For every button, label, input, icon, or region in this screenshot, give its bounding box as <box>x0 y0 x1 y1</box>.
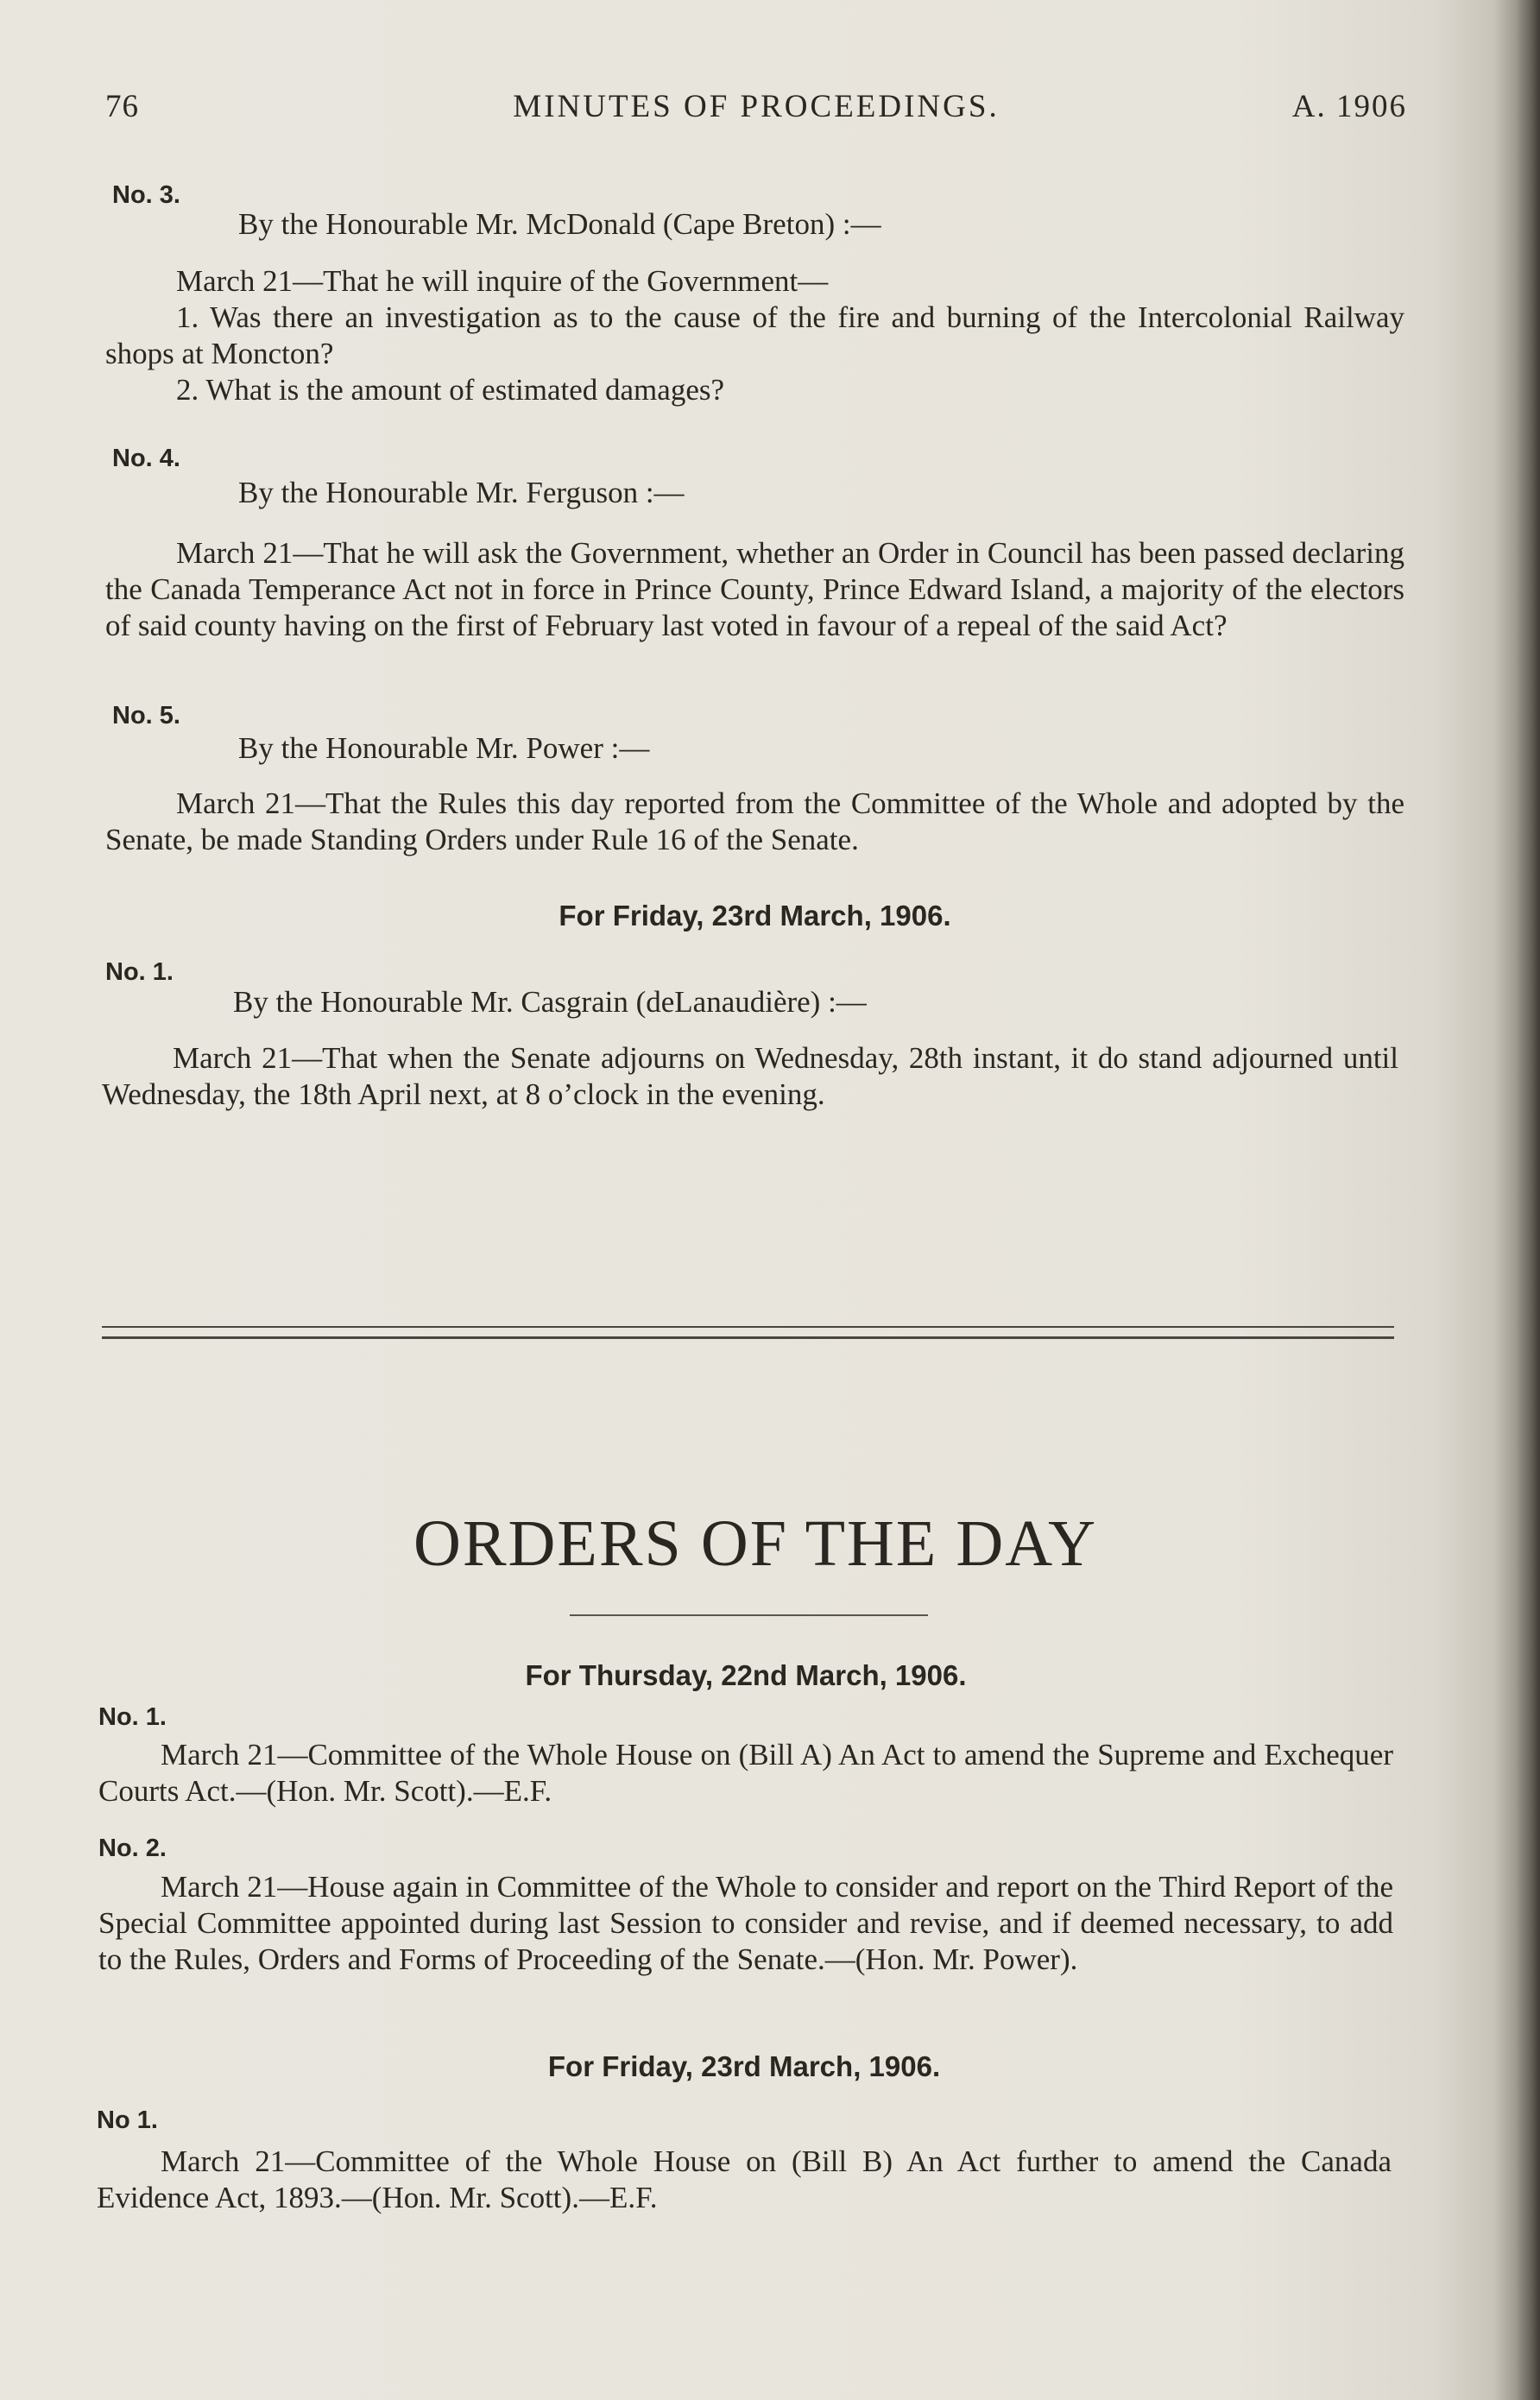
notice-mover: By the Honourable Mr. McDonald (Cape Breton) :— <box>238 207 881 241</box>
order-text: March 21—Committee of the Whole House on (Bill B) An Act further to amend the Canada Evidence Act, 1893.—(Hon. Mr. Scott).—E.F. <box>97 2144 1392 2214</box>
friday-notices-heading: For Friday, 23rd March, 1906. <box>559 900 951 932</box>
notice-line: March 21—That he will inquire of the Government— <box>176 264 829 298</box>
notice-number: No. 4. <box>112 445 180 472</box>
notice-mover: By the Honourable Mr. Ferguson :— <box>238 476 685 509</box>
orders-of-the-day-title: ORDERS OF THE DAY <box>413 1507 1098 1580</box>
notice-line: March 21—That he will ask the Government, whether an Order in Council has been passed declaring the Canada Temperance Act not in force in Prince County, Prince Edward Island, a majority of the electors of said county having on the first of February last voted in favour of a repeal of the said Act? <box>105 536 1404 642</box>
order-text: March 21—House again in Committee of the Whole to consider and report on the Third Report of the Special Committee appointed during last Session to consider and revise, and if deemed necessary, to add to the Rules, Orders and Forms of Proceeding of the Senate.—(Hon. Mr. Power). <box>98 1870 1393 1976</box>
section-divider-rule <box>102 1326 1394 1339</box>
notice-mover: By the Honourable Mr. Power :— <box>238 731 650 765</box>
friday-orders-heading: For Friday, 23rd March, 1906. <box>547 2050 941 2082</box>
notice-line: 1. Was there an investigation as to the cause of the fire and burning of the Intercolonial Railway shops at Moncton? <box>105 300 1404 370</box>
order-number: No 1. <box>97 2106 158 2134</box>
notice-mover: By the Honourable Mr. Casgrain (deLanaudière) :— <box>233 985 867 1019</box>
order-number: No. 2. <box>98 1835 167 1862</box>
page-edge-shadow <box>1516 0 1540 2400</box>
notice-number: No. 5. <box>112 702 180 729</box>
title-underline-rule <box>570 1614 928 1616</box>
order-text: March 21—Committee of the Whole House on (Bill A) An Act to amend the Supreme and Exchequer Courts Act.—(Hon. Mr. Scott).—E.F. <box>98 1738 1393 1808</box>
notice-line: 2. What is the amount of estimated damages? <box>176 373 725 407</box>
order-number: No. 1. <box>98 1703 167 1731</box>
running-title: MINUTES OF PROCEEDINGS. <box>513 89 1000 124</box>
running-year: A. 1906 <box>1291 89 1407 124</box>
notice-line: March 21—That the Rules this day reported from the Committee of the Whole and adopted by the Senate, be made Standing Orders under Rule 16 of the Senate. <box>105 786 1404 856</box>
notice-number: No. 1. <box>105 958 174 986</box>
notice-line: March 21—That when the Senate adjourns on Wednesday, 28th instant, it do stand adjourned until Wednesday, the 18th April next, at 8 o’clock in the evening. <box>102 1041 1398 1111</box>
thursday-orders-heading: For Thursday, 22nd March, 1906. <box>525 1659 967 1691</box>
notice-number: No. 3. <box>112 181 180 209</box>
page-number: 76 <box>105 89 139 124</box>
running-head <box>105 88 1407 131</box>
